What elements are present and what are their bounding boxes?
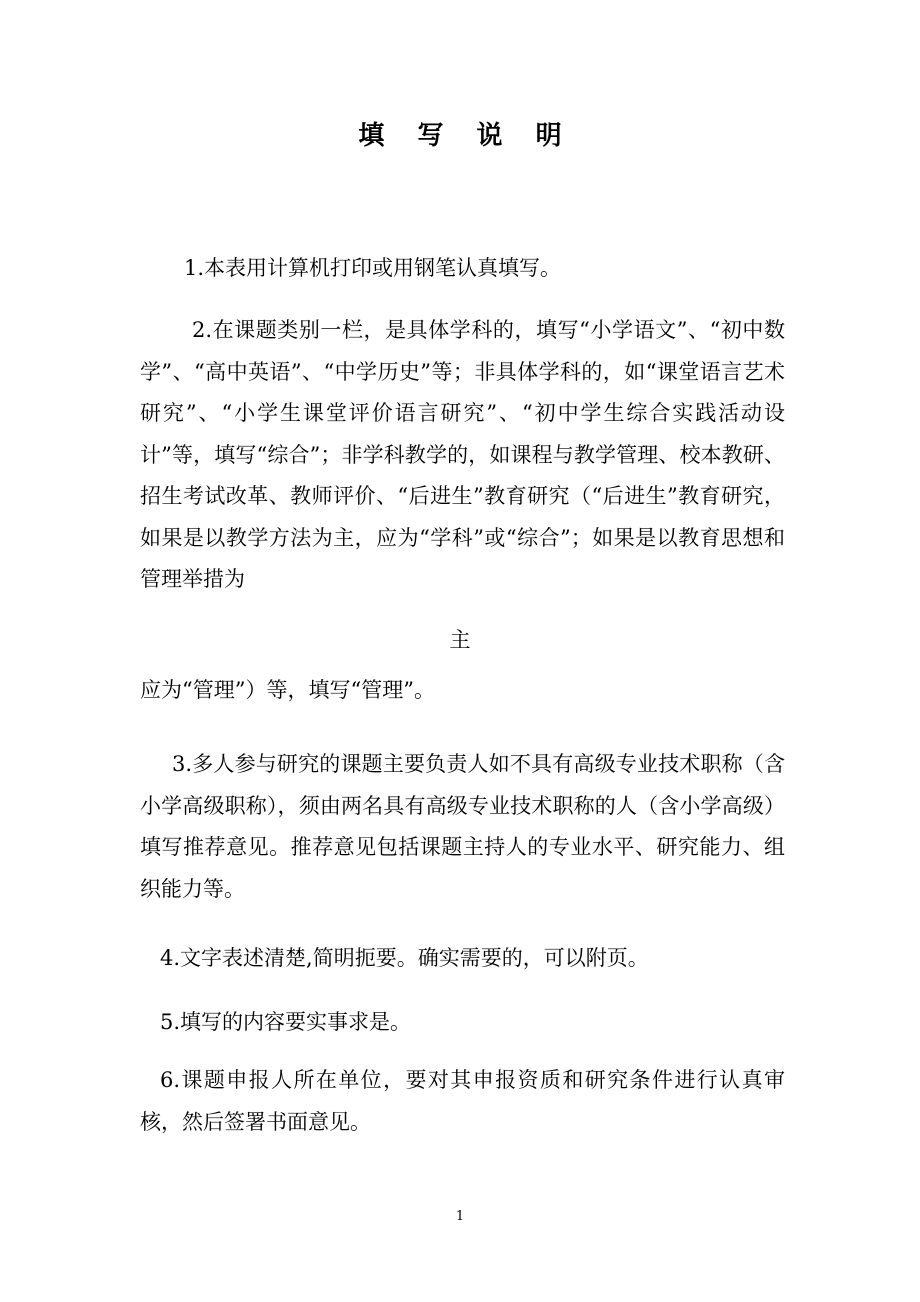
page-title: 填 写 说 明: [358, 121, 574, 151]
instruction-item-4: 4.文字表述清楚,简明扼要。确实需要的，可以附页。: [160, 946, 649, 970]
instruction-item-2-orphan: 主: [449, 628, 471, 652]
instruction-item-2-tail: 应为“管理”）等，填写“管理”。: [140, 678, 435, 702]
instruction-item-1: 1.本表用计算机打印或用钢笔认真填写。: [184, 256, 562, 280]
instruction-item-6: 6.课题申报人所在单位，要对其申报资质和研究条件进行认真审核，然后签署书面意见。: [140, 1068, 785, 1134]
instruction-item-2: 2.在课题类别一栏，是具体学科的，填写“小学语文”、“初中数学”、“高中英语”、“中学历史”等；非具体学科的，如“课堂语言艺术研究”、“小学生课堂评价语言研究”、“初中学生综合实践活动设计”等，填写“综合”；非学科教学的，如课程与教学管理、校本教研、招生考试改革、教师评价、“后进生”教育研究（“后进生”教育研究，如果是以教学方法为主，应为“学科”或“综合”；如果是以教育思想和管理举措为: [140, 318, 785, 591]
instruction-item-3: 3.多人参与研究的课题主要负责人如不具有高级专业技术职称（含小学高级职称），须由两名具有高级专业技术职称的人（含小学高级）填写推荐意见。推荐意见包括课题主持人的专业水平、研究能力、组织能力等。: [140, 752, 785, 901]
instruction-item-5: 5.填写的内容要实事求是。: [160, 1010, 412, 1034]
page-number: 1: [455, 1209, 465, 1224]
